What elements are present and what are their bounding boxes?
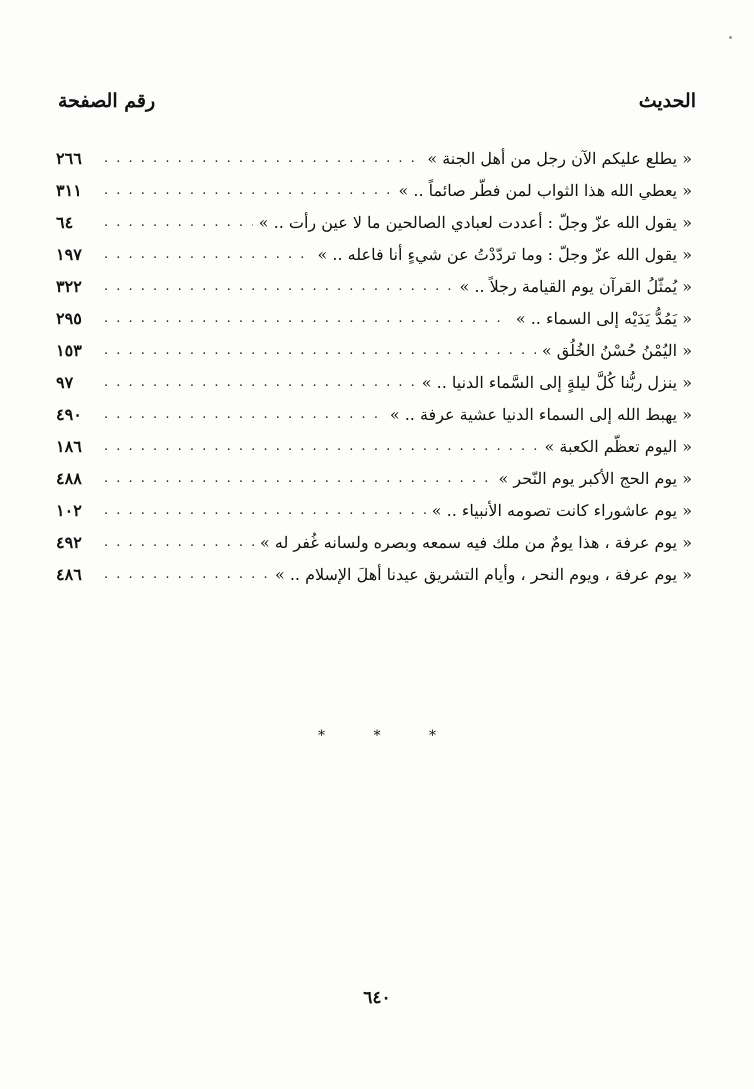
index-entry xyxy=(56,366,692,398)
dot-leader xyxy=(104,215,253,230)
hadith-text: « يَمُدُّ يَدَيْه إلى السماء .. » xyxy=(515,308,692,328)
hadith-index-list xyxy=(56,142,692,590)
page-reference: ٤٨٨ xyxy=(56,468,82,488)
hadith-text: « يقول الله عزّ وجلّ : أعددت لعبادي الصالحين ما لا عين رأت .. » xyxy=(258,212,692,232)
index-entry xyxy=(56,302,692,334)
index-entry xyxy=(56,558,692,590)
index-header xyxy=(58,90,696,120)
hadith-text: « يهبط الله إلى السماء الدنيا عشية عرفة .. » xyxy=(389,404,692,424)
index-entry xyxy=(56,398,692,430)
dot-leader xyxy=(104,279,454,294)
hadith-text: « ينزل ربُّنا كُلَّ ليلةٍ إلى السَّماء الدنيا .. » xyxy=(421,372,692,392)
page-reference: ٩٧ xyxy=(56,372,74,392)
dot-leader xyxy=(104,535,254,550)
hadith-text: « يعطي الله هذا الثواب لمن فطّر صائماً .. » xyxy=(398,180,692,200)
page-reference: ٤٩٢ xyxy=(56,532,82,552)
hadith-text: « يوم الحج الأكبر يوم النّحر » xyxy=(498,468,692,488)
index-entry xyxy=(56,462,692,494)
index-entry xyxy=(56,334,692,366)
hadith-text: « يوم عاشوراء كانت تصومه الأنبياء .. » xyxy=(431,500,692,520)
page-reference: ١٥٣ xyxy=(56,340,82,360)
section-separator: * * * xyxy=(318,728,458,744)
page-reference: ١٩٧ xyxy=(56,244,82,264)
page-number-column-heading: رقم الصفحة xyxy=(58,90,156,112)
page-reference: ١٠٢ xyxy=(56,500,82,520)
dot-leader xyxy=(104,375,416,390)
hadith-text: « يُمثّلُ القرآن يوم القيامة رجلاً .. » xyxy=(459,276,692,296)
page-reference: ٣٢٢ xyxy=(56,276,82,296)
page-reference: ٤٨٦ xyxy=(56,564,82,584)
hadith-text: « يطلع عليكم الآن رجل من أهل الجنة » xyxy=(427,148,692,168)
hadith-text: « يوم عرفة ، ويوم النحر ، وأيام التشريق عيدنا أهلَ الإسلام .. » xyxy=(274,564,692,584)
scan-speck xyxy=(729,36,732,39)
index-entry xyxy=(56,526,692,558)
dot-leader xyxy=(104,407,384,422)
dot-leader xyxy=(104,183,393,198)
hadith-text: « يقول الله عزّ وجلّ : وما تردّدْتُ عن شيءٍ أنا فاعله .. » xyxy=(317,244,692,264)
page-reference: ٦٤ xyxy=(56,212,74,232)
hadith-text: « اليوم تعظّم الكعبة » xyxy=(544,436,692,456)
dot-leader xyxy=(104,471,493,486)
hadith-column-heading: الحديث xyxy=(638,90,696,112)
index-entry xyxy=(56,174,692,206)
page-reference: ٣١١ xyxy=(56,180,82,200)
dot-leader xyxy=(104,503,426,518)
hadith-text: « اليُمْنُ حُسْنُ الخُلُق » xyxy=(541,340,692,360)
index-entry xyxy=(56,142,692,174)
dot-leader xyxy=(104,247,312,262)
page-number-footer: ٦٤٠ xyxy=(363,988,391,1008)
dot-leader xyxy=(104,567,269,582)
page-reference: ٢٩٥ xyxy=(56,308,82,328)
dot-leader xyxy=(104,311,510,326)
dot-leader xyxy=(104,151,421,166)
page-reference: ٢٦٦ xyxy=(56,148,82,168)
dot-leader xyxy=(104,439,539,454)
index-entry xyxy=(56,238,692,270)
index-entry xyxy=(56,206,692,238)
index-entry xyxy=(56,430,692,462)
page-reference: ١٨٦ xyxy=(56,436,82,456)
index-entry xyxy=(56,494,692,526)
index-entry xyxy=(56,270,692,302)
dot-leader xyxy=(104,343,536,358)
hadith-text: « يوم عرفة ، هذا يومٌ من ملك فيه سمعه وبصره ولسانه غُفر له » xyxy=(260,532,692,552)
page-reference: ٤٩٠ xyxy=(56,404,82,424)
